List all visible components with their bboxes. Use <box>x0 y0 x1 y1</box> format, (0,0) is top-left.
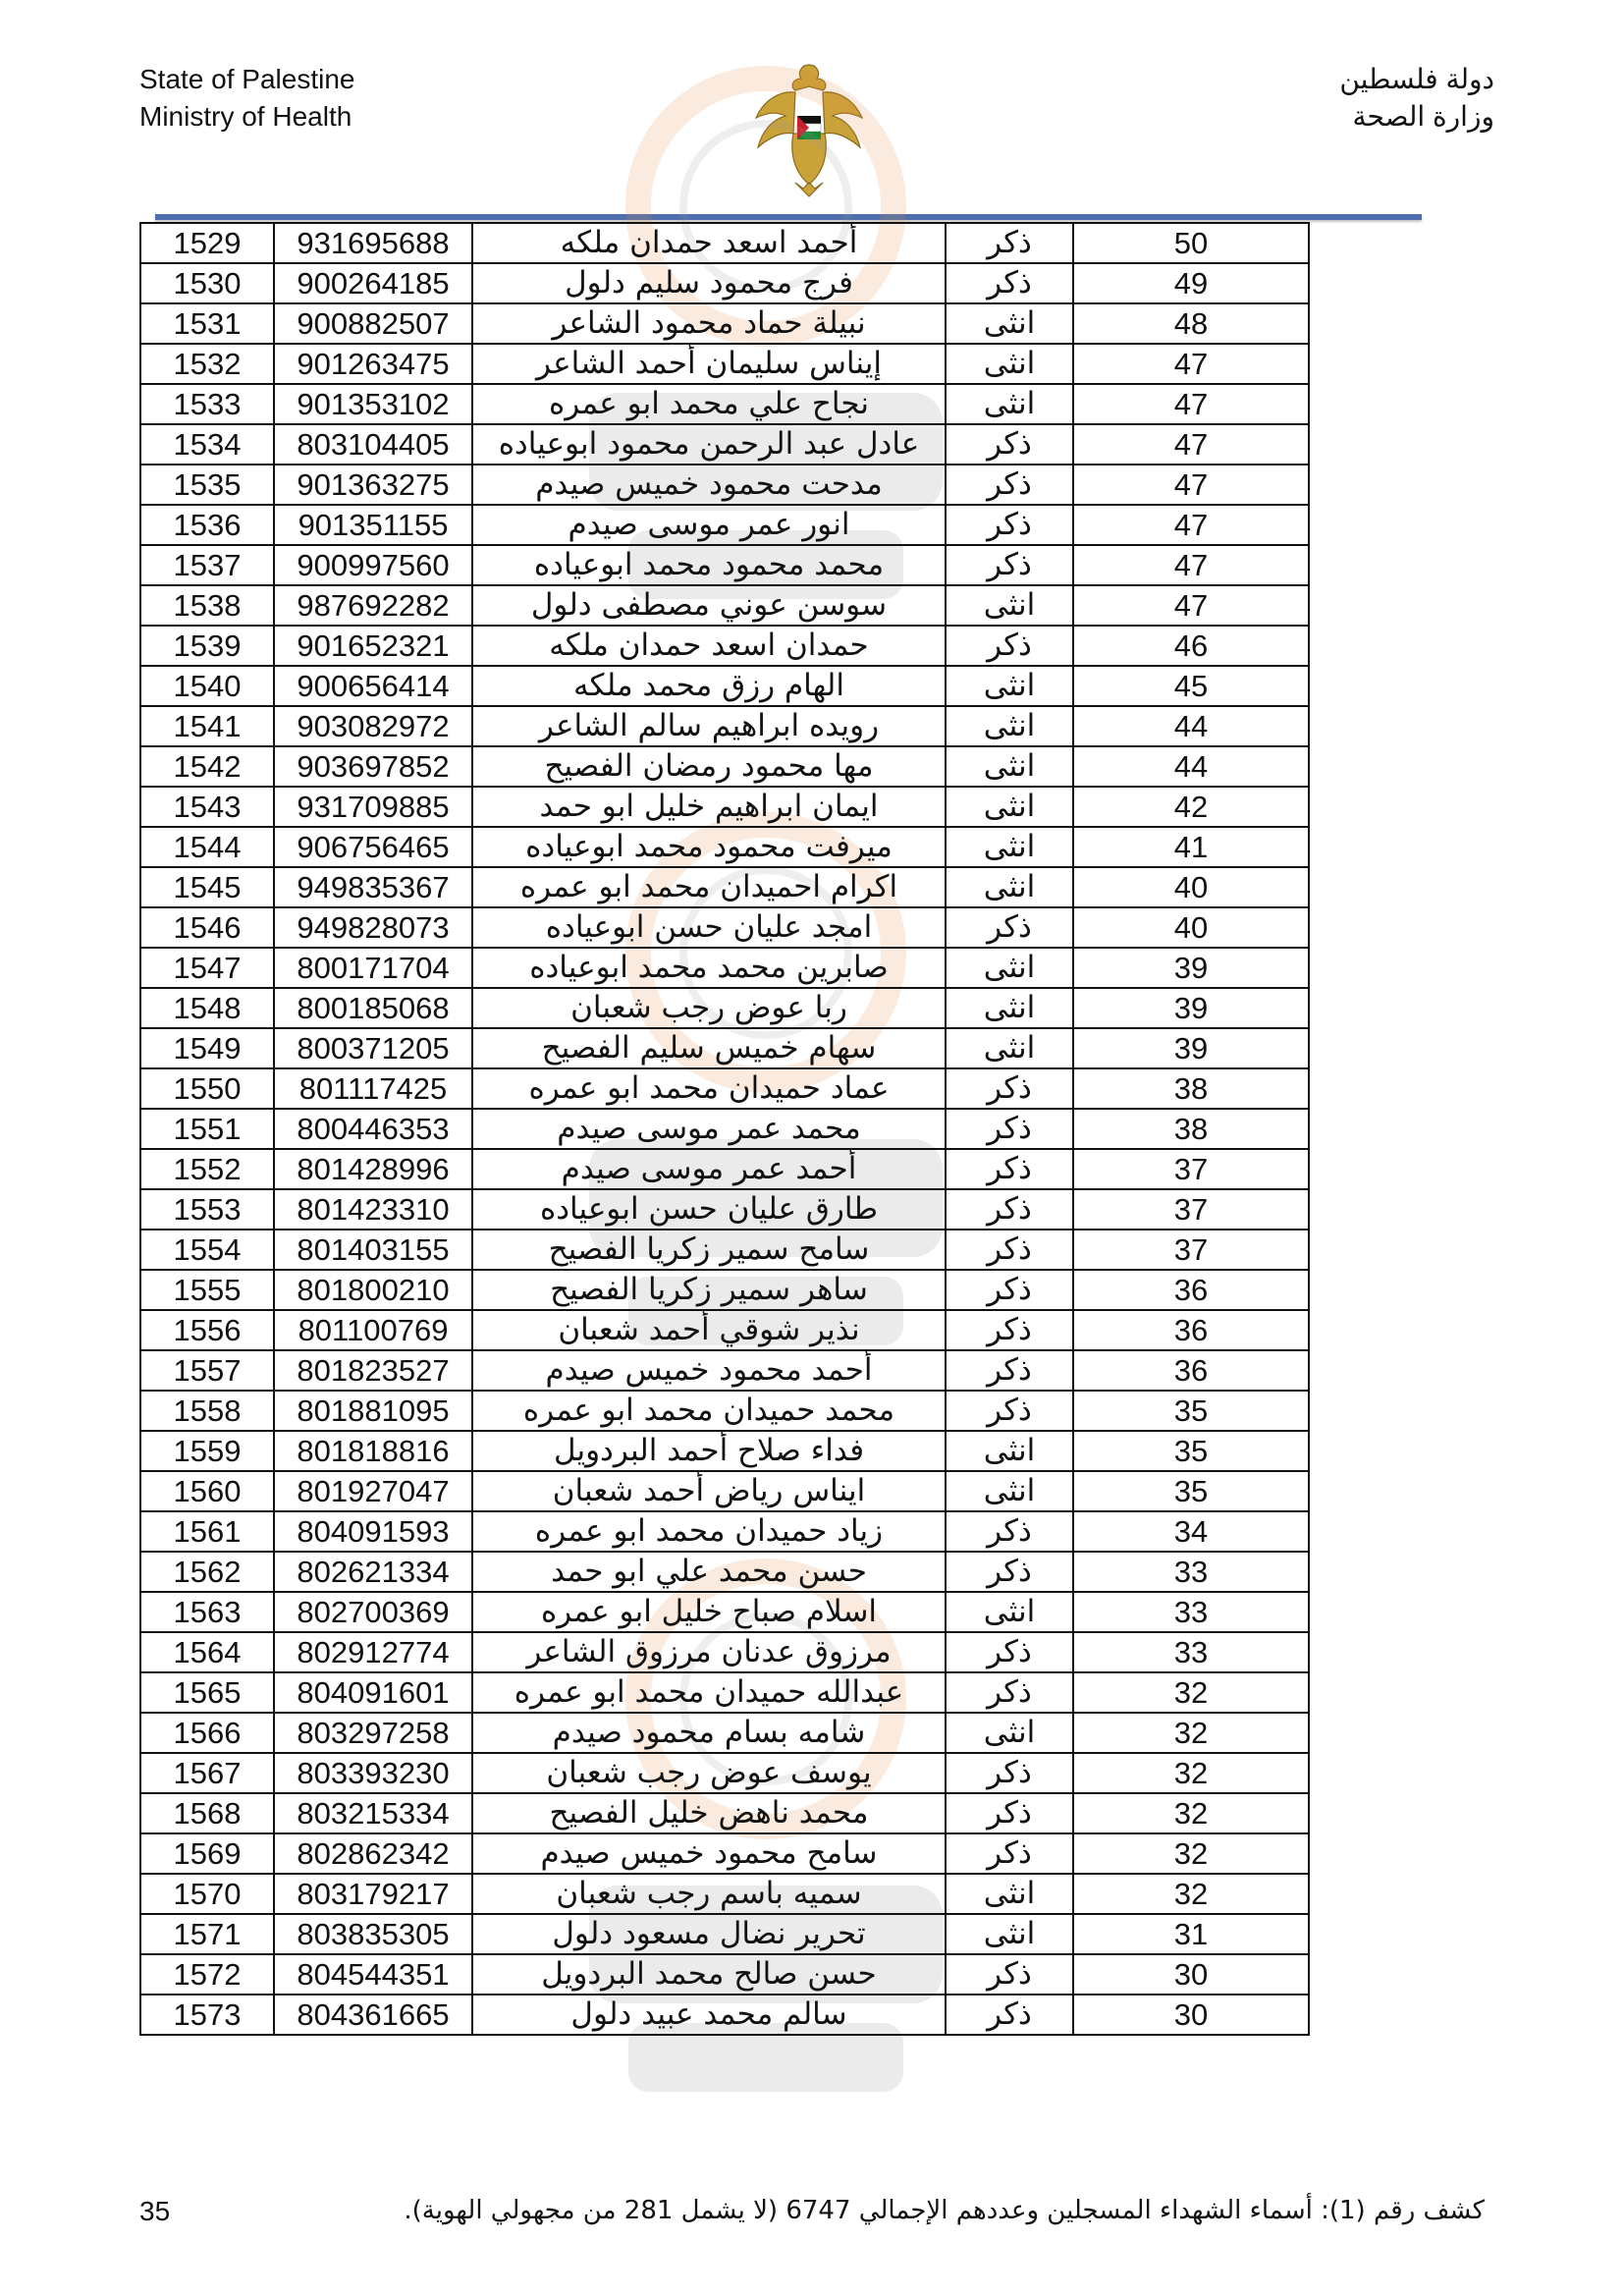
cell-name: نجاح علي محمد ابو عمره <box>472 384 946 424</box>
cell-name: حسن محمد علي ابو حمد <box>472 1552 946 1592</box>
table-row <box>140 1068 1309 1109</box>
cell-gender: ذكر <box>946 1270 1073 1310</box>
cell-gender: ذكر <box>946 1109 1073 1149</box>
cell-serial: 1544 <box>140 827 274 867</box>
cell-age: 47 <box>1073 505 1309 545</box>
cell-id-number: 931709885 <box>274 787 472 827</box>
cell-age: 37 <box>1073 1189 1309 1230</box>
table-row <box>140 1753 1309 1793</box>
table-row <box>140 988 1309 1028</box>
cell-gender: ذكر <box>946 1753 1073 1793</box>
cell-age: 30 <box>1073 1995 1309 2035</box>
cell-name: ايناس رياض أحمد شعبان <box>472 1471 946 1511</box>
cell-serial: 1566 <box>140 1713 274 1753</box>
cell-gender: ذكر <box>946 1350 1073 1391</box>
table-row <box>140 1350 1309 1391</box>
cell-name: يوسف عوض رجب شعبان <box>472 1753 946 1793</box>
cell-gender: انثى <box>946 1874 1073 1914</box>
cell-gender: انثى <box>946 787 1073 827</box>
cell-age: 50 <box>1073 223 1309 263</box>
cell-id-number: 900264185 <box>274 263 472 303</box>
cell-id-number: 801927047 <box>274 1471 472 1511</box>
cell-id-number: 803179217 <box>274 1874 472 1914</box>
cell-name: أحمد اسعد حمدان ملكه <box>472 223 946 263</box>
cell-gender: ذكر <box>946 465 1073 505</box>
cell-serial: 1567 <box>140 1753 274 1793</box>
cell-id-number: 949828073 <box>274 907 472 948</box>
cell-gender: انثى <box>946 706 1073 746</box>
cell-age: 39 <box>1073 948 1309 988</box>
cell-serial: 1571 <box>140 1914 274 1954</box>
cell-gender: انثى <box>946 867 1073 907</box>
table-row <box>140 1391 1309 1431</box>
cell-name: عماد حميدان محمد ابو عمره <box>472 1068 946 1109</box>
cell-id-number: 803297258 <box>274 1713 472 1753</box>
cell-age: 44 <box>1073 706 1309 746</box>
table-row <box>140 1552 1309 1592</box>
cell-serial: 1545 <box>140 867 274 907</box>
cell-age: 44 <box>1073 746 1309 787</box>
cell-id-number: 901351155 <box>274 505 472 545</box>
cell-id-number: 803393230 <box>274 1753 472 1793</box>
cell-name: زياد حميدان محمد ابو عمره <box>472 1511 946 1552</box>
cell-age: 37 <box>1073 1230 1309 1270</box>
table-row <box>140 465 1309 505</box>
cell-name: تحرير نضال مسعود دلول <box>472 1914 946 1954</box>
table-row <box>140 666 1309 706</box>
cell-age: 33 <box>1073 1552 1309 1592</box>
cell-id-number: 803215334 <box>274 1793 472 1833</box>
cell-age: 31 <box>1073 1914 1309 1954</box>
table-body <box>140 223 1309 2035</box>
table-row <box>140 1431 1309 1471</box>
cell-name: عبدالله حميدان محمد ابو عمره <box>472 1672 946 1713</box>
cell-name: ساهر سمير زكريا الفصيح <box>472 1270 946 1310</box>
cell-gender: ذكر <box>946 1793 1073 1833</box>
cell-gender: انثى <box>946 585 1073 626</box>
cell-serial: 1554 <box>140 1230 274 1270</box>
cell-id-number: 901353102 <box>274 384 472 424</box>
cell-gender: ذكر <box>946 505 1073 545</box>
table-row <box>140 585 1309 626</box>
header-state-ar: دولة فلسطين <box>1339 64 1494 94</box>
cell-id-number: 801100769 <box>274 1310 472 1350</box>
table-row <box>140 626 1309 666</box>
cell-serial: 1539 <box>140 626 274 666</box>
cell-name: ربا عوض رجب شعبان <box>472 988 946 1028</box>
cell-serial: 1534 <box>140 424 274 465</box>
table-row <box>140 1028 1309 1068</box>
cell-gender: انثى <box>946 384 1073 424</box>
cell-id-number: 803104405 <box>274 424 472 465</box>
cell-gender: ذكر <box>946 1632 1073 1672</box>
cell-gender: انثى <box>946 1914 1073 1954</box>
cell-id-number: 800446353 <box>274 1109 472 1149</box>
cell-name: سامح محمود خميس صيدم <box>472 1833 946 1874</box>
cell-name: حسن صالح محمد البردويل <box>472 1954 946 1995</box>
cell-id-number: 900997560 <box>274 545 472 585</box>
cell-serial: 1536 <box>140 505 274 545</box>
cell-serial: 1540 <box>140 666 274 706</box>
cell-name: عادل عبد الرحمن محمود ابوعياده <box>472 424 946 465</box>
table-row <box>140 263 1309 303</box>
cell-name: نبيلة حماد محمود الشاعر <box>472 303 946 344</box>
cell-id-number: 801403155 <box>274 1230 472 1270</box>
cell-serial: 1538 <box>140 585 274 626</box>
cell-id-number: 800371205 <box>274 1028 472 1068</box>
table-row <box>140 746 1309 787</box>
cell-gender: ذكر <box>946 1511 1073 1552</box>
cell-age: 36 <box>1073 1270 1309 1310</box>
cell-id-number: 803835305 <box>274 1914 472 1954</box>
cell-gender: ذكر <box>946 223 1073 263</box>
cell-gender: ذكر <box>946 424 1073 465</box>
cell-serial: 1549 <box>140 1028 274 1068</box>
cell-gender: ذكر <box>946 545 1073 585</box>
cell-id-number: 801423310 <box>274 1189 472 1230</box>
cell-age: 32 <box>1073 1833 1309 1874</box>
cell-id-number: 801428996 <box>274 1149 472 1189</box>
cell-serial: 1562 <box>140 1552 274 1592</box>
cell-serial: 1565 <box>140 1672 274 1713</box>
cell-id-number: 931695688 <box>274 223 472 263</box>
cell-age: 38 <box>1073 1068 1309 1109</box>
cell-id-number: 900882507 <box>274 303 472 344</box>
cell-name: شامه بسام محمود صيدم <box>472 1713 946 1753</box>
table-row <box>140 1310 1309 1350</box>
cell-age: 40 <box>1073 907 1309 948</box>
cell-name: حمدان اسعد حمدان ملكه <box>472 626 946 666</box>
table-row <box>140 907 1309 948</box>
cell-serial: 1569 <box>140 1833 274 1874</box>
cell-serial: 1542 <box>140 746 274 787</box>
cell-name: محمد محمود محمد ابوعياده <box>472 545 946 585</box>
table-row <box>140 505 1309 545</box>
cell-serial: 1553 <box>140 1189 274 1230</box>
cell-serial: 1537 <box>140 545 274 585</box>
table-row <box>140 1230 1309 1270</box>
cell-age: 32 <box>1073 1713 1309 1753</box>
cell-serial: 1548 <box>140 988 274 1028</box>
cell-id-number: 801823527 <box>274 1350 472 1391</box>
cell-serial: 1561 <box>140 1511 274 1552</box>
cell-age: 49 <box>1073 263 1309 303</box>
cell-name: طارق عليان حسن ابوعياده <box>472 1189 946 1230</box>
cell-id-number: 987692282 <box>274 585 472 626</box>
cell-age: 46 <box>1073 626 1309 666</box>
cell-name: ايمان ابراهيم خليل ابو حمد <box>472 787 946 827</box>
cell-serial: 1555 <box>140 1270 274 1310</box>
cell-serial: 1563 <box>140 1592 274 1632</box>
cell-id-number: 802912774 <box>274 1632 472 1672</box>
header-ar <box>1339 61 1494 136</box>
cell-gender: ذكر <box>946 1189 1073 1230</box>
cell-age: 37 <box>1073 1149 1309 1189</box>
table-row <box>140 1632 1309 1672</box>
cell-gender: ذكر <box>946 1995 1073 2035</box>
cell-gender: انثى <box>946 666 1073 706</box>
cell-age: 35 <box>1073 1471 1309 1511</box>
cell-name: محمد ناهض خليل الفصيح <box>472 1793 946 1833</box>
cell-age: 47 <box>1073 465 1309 505</box>
cell-gender: ذكر <box>946 1954 1073 1995</box>
cell-gender: انثى <box>946 746 1073 787</box>
cell-age: 47 <box>1073 545 1309 585</box>
cell-serial: 1532 <box>140 344 274 384</box>
cell-age: 45 <box>1073 666 1309 706</box>
cell-age: 32 <box>1073 1793 1309 1833</box>
cell-age: 38 <box>1073 1109 1309 1149</box>
page-number: 35 <box>139 2196 171 2226</box>
cell-id-number: 802621334 <box>274 1552 472 1592</box>
cell-serial: 1547 <box>140 948 274 988</box>
cell-age: 47 <box>1073 344 1309 384</box>
table-row <box>140 1954 1309 1995</box>
table-row <box>140 1833 1309 1874</box>
cell-id-number: 804544351 <box>274 1954 472 1995</box>
cell-name: اسلام صباح خليل ابو عمره <box>472 1592 946 1632</box>
cell-id-number: 801818816 <box>274 1431 472 1471</box>
cell-gender: ذكر <box>946 626 1073 666</box>
cell-id-number: 802700369 <box>274 1592 472 1632</box>
cell-age: 35 <box>1073 1391 1309 1431</box>
cell-gender: انثى <box>946 1713 1073 1753</box>
cell-age: 33 <box>1073 1632 1309 1672</box>
cell-gender: ذكر <box>946 1310 1073 1350</box>
cell-name: اكرام احميدان محمد ابو عمره <box>472 867 946 907</box>
table-row <box>140 787 1309 827</box>
cell-age: 47 <box>1073 384 1309 424</box>
cell-serial: 1541 <box>140 706 274 746</box>
cell-id-number: 801117425 <box>274 1068 472 1109</box>
cell-gender: ذكر <box>946 1230 1073 1270</box>
cell-id-number: 801800210 <box>274 1270 472 1310</box>
table-row <box>140 1713 1309 1753</box>
cell-name: سهام خميس سليم الفصيح <box>472 1028 946 1068</box>
cell-name: سالم محمد عبيد دلول <box>472 1995 946 2035</box>
cell-id-number: 804091601 <box>274 1672 472 1713</box>
table-row <box>140 827 1309 867</box>
cell-id-number: 804091593 <box>274 1511 472 1552</box>
cell-serial: 1558 <box>140 1391 274 1431</box>
cell-serial: 1560 <box>140 1471 274 1511</box>
cell-name: سامح سمير زكريا الفصيح <box>472 1230 946 1270</box>
cell-age: 33 <box>1073 1592 1309 1632</box>
table-row <box>140 303 1309 344</box>
cell-gender: انثى <box>946 1592 1073 1632</box>
table-row <box>140 867 1309 907</box>
cell-age: 40 <box>1073 867 1309 907</box>
cell-serial: 1568 <box>140 1793 274 1833</box>
cell-age: 30 <box>1073 1954 1309 1995</box>
table-row <box>140 1672 1309 1713</box>
cell-gender: انثى <box>946 344 1073 384</box>
table-row <box>140 1995 1309 2035</box>
cell-name: إيناس سليمان أحمد الشاعر <box>472 344 946 384</box>
header-ministry-en: Ministry of Health <box>139 101 352 132</box>
header-divider <box>155 214 1422 220</box>
cell-serial: 1531 <box>140 303 274 344</box>
cell-serial: 1557 <box>140 1350 274 1391</box>
cell-gender: انثى <box>946 1471 1073 1511</box>
cell-name: امجد عليان حسن ابوعياده <box>472 907 946 948</box>
cell-id-number: 901263475 <box>274 344 472 384</box>
cell-name: فداء صلاح أحمد البردويل <box>472 1431 946 1471</box>
table-row <box>140 1793 1309 1833</box>
table-row <box>140 384 1309 424</box>
cell-serial: 1556 <box>140 1310 274 1350</box>
cell-serial: 1530 <box>140 263 274 303</box>
cell-name: مدحت محمود خميس صيدم <box>472 465 946 505</box>
cell-serial: 1559 <box>140 1431 274 1471</box>
cell-age: 36 <box>1073 1310 1309 1350</box>
cell-name: محمد عمر موسى صيدم <box>472 1109 946 1149</box>
cell-age: 47 <box>1073 585 1309 626</box>
cell-name: أحمد محمود خميس صيدم <box>472 1350 946 1391</box>
cell-id-number: 906756465 <box>274 827 472 867</box>
table-row <box>140 424 1309 465</box>
cell-age: 42 <box>1073 787 1309 827</box>
cell-serial: 1543 <box>140 787 274 827</box>
table-row <box>140 1270 1309 1310</box>
cell-id-number: 949835367 <box>274 867 472 907</box>
cell-name: سوسن عوني مصطفى دلول <box>472 585 946 626</box>
cell-age: 39 <box>1073 1028 1309 1068</box>
table-row <box>140 1592 1309 1632</box>
cell-name: أحمد عمر موسى صيدم <box>472 1149 946 1189</box>
table-row <box>140 1471 1309 1511</box>
cell-name: مرزوق عدنان مرزوق الشاعر <box>472 1632 946 1672</box>
table-caption: كشف رقم (1): أسماء الشهداء المسجلين وعددهم الإجمالي 6747 (لا يشمل 281 من مجهولي الهوية). <box>404 2196 1485 2225</box>
cell-serial: 1546 <box>140 907 274 948</box>
cell-age: 32 <box>1073 1672 1309 1713</box>
cell-id-number: 901652321 <box>274 626 472 666</box>
cell-age: 32 <box>1073 1753 1309 1793</box>
cell-serial: 1564 <box>140 1632 274 1672</box>
header-en <box>139 61 354 136</box>
cell-gender: ذكر <box>946 1149 1073 1189</box>
cell-name: صابرين محمد محمد ابوعياده <box>472 948 946 988</box>
cell-serial: 1573 <box>140 1995 274 2035</box>
cell-gender: انثى <box>946 988 1073 1028</box>
cell-age: 39 <box>1073 988 1309 1028</box>
cell-age: 48 <box>1073 303 1309 344</box>
cell-gender: ذكر <box>946 1068 1073 1109</box>
cell-age: 36 <box>1073 1350 1309 1391</box>
cell-serial: 1570 <box>140 1874 274 1914</box>
cell-name: ميرفت محمود محمد ابوعياده <box>472 827 946 867</box>
table-row <box>140 545 1309 585</box>
cell-serial: 1529 <box>140 223 274 263</box>
cell-id-number: 900656414 <box>274 666 472 706</box>
cell-serial: 1551 <box>140 1109 274 1149</box>
cell-gender: ذكر <box>946 1833 1073 1874</box>
header-ministry-ar: وزارة الصحة <box>1352 101 1494 132</box>
table-row <box>140 1914 1309 1954</box>
cell-gender: ذكر <box>946 1552 1073 1592</box>
cell-id-number: 800171704 <box>274 948 472 988</box>
cell-name: محمد حميدان محمد ابو عمره <box>472 1391 946 1431</box>
table-row <box>140 1511 1309 1552</box>
cell-gender: انثى <box>946 1028 1073 1068</box>
table-row <box>140 344 1309 384</box>
table-row <box>140 1109 1309 1149</box>
cell-name: مها محمود رمضان الفصيح <box>472 746 946 787</box>
cell-gender: انثى <box>946 827 1073 867</box>
cell-serial: 1550 <box>140 1068 274 1109</box>
cell-serial: 1552 <box>140 1149 274 1189</box>
martyrs-table <box>139 222 1310 2036</box>
table-row <box>140 1189 1309 1230</box>
cell-gender: انثى <box>946 1431 1073 1471</box>
cell-id-number: 901363275 <box>274 465 472 505</box>
table-row <box>140 1149 1309 1189</box>
cell-serial: 1533 <box>140 384 274 424</box>
cell-id-number: 802862342 <box>274 1833 472 1874</box>
cell-gender: انثى <box>946 948 1073 988</box>
cell-age: 34 <box>1073 1511 1309 1552</box>
table-row <box>140 1874 1309 1914</box>
table-row <box>140 223 1309 263</box>
table-row <box>140 948 1309 988</box>
header-state-en: State of Palestine <box>139 64 355 94</box>
cell-id-number: 903082972 <box>274 706 472 746</box>
cell-name: سميه باسم رجب شعبان <box>472 1874 946 1914</box>
cell-gender: ذكر <box>946 907 1073 948</box>
cell-name: فرج محمود سليم دلول <box>472 263 946 303</box>
table-row <box>140 706 1309 746</box>
palestine-eagle-emblem-icon <box>750 57 868 204</box>
cell-name: نذير شوقي أحمد شعبان <box>472 1310 946 1350</box>
cell-age: 32 <box>1073 1874 1309 1914</box>
cell-age: 47 <box>1073 424 1309 465</box>
cell-gender: ذكر <box>946 263 1073 303</box>
cell-id-number: 801881095 <box>274 1391 472 1431</box>
cell-name: الهام رزق محمد ملكه <box>472 666 946 706</box>
cell-serial: 1572 <box>140 1954 274 1995</box>
cell-id-number: 800185068 <box>274 988 472 1028</box>
cell-name: انور عمر موسى صيدم <box>472 505 946 545</box>
cell-gender: انثى <box>946 303 1073 344</box>
cell-gender: ذكر <box>946 1391 1073 1431</box>
cell-name: رويده ابراهيم سالم الشاعر <box>472 706 946 746</box>
cell-id-number: 804361665 <box>274 1995 472 2035</box>
cell-age: 35 <box>1073 1431 1309 1471</box>
cell-gender: ذكر <box>946 1672 1073 1713</box>
cell-serial: 1535 <box>140 465 274 505</box>
cell-age: 41 <box>1073 827 1309 867</box>
cell-id-number: 903697852 <box>274 746 472 787</box>
